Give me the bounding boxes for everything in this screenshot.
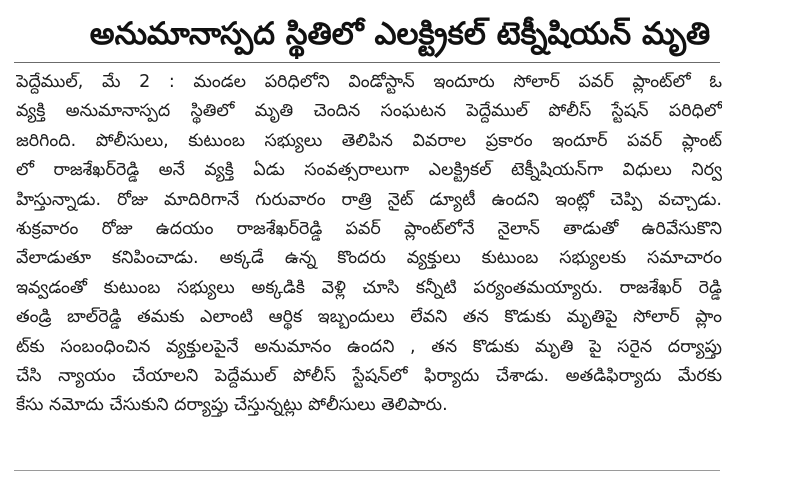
headline: అనుమానాస్పద స్థితిలో ఎలక్ట్రికల్ టెక్నీషియన్ మృతి <box>89 16 711 52</box>
article-line: హిస్తున్నాడు. రోజు మాదిరిగానే గురువారం రాత్రి నైట్ డ్యూటీ ఉందని ఇంట్లో చెప్పి వచ్చాడు. <box>16 189 722 210</box>
article-line: తండ్రి బాల్‌రెడ్డి తమకు ఎలాంటి ఆర్థిక ఇబ్బందులు లేవని తన కొడుకు మృతిపై సోలార్ ప్లాం <box>16 307 722 328</box>
article-line: చేసి న్యాయం చేయాలని పెద్దేముల్ పోలీస్ స్టేషన్‌లో ఫిర్యాదు చేశాడు. అతడిఫిర్యాదు మేరకు <box>16 365 722 386</box>
article-line: జరిగింది. పోలీసులు, కుటుంబ సభ్యులు తెలిపిన వివరాల ప్రకారం ఇందూర్ పవర్ ప్లాంట్ <box>16 130 722 151</box>
article-line: పెద్దేముల్, మే 2 : మండల పరిధిలోని విండోస్టాన్ ఇందూరు సోలార్ పవర్ ప్లాంట్‌లో ఓ <box>16 72 722 92</box>
article-line: ఇవ్వడంతో కుటుంబ సభ్యులు అక్కడికి వెళ్లి చూసి కన్నీటి పర్యంతమయ్యారు. రాజశేఖర్ రెడ్డి <box>16 277 722 298</box>
article-line: కేసు నమోదు చేసుకుని దర్యాప్తు చేస్తున్నట్లు పోలీసులు తెలిపారు. <box>16 395 448 416</box>
article-line: శుక్రవారం రోజు ఉదయం రాజశేఖర్‌రెడ్డి పవర్ ప్లాంట్‌లోనే నైలాన్ తాడుతో ఉరివేసుకొని <box>16 218 722 239</box>
article-line: ట్‌కు సంబంధించిన వ్యక్తులపైనే అనుమానం ఉందని , తన కొడుకు మృతి పై సరైన దర్యాప్తు <box>16 336 722 357</box>
article-line: లో రాజశేఖర్‌రెడ్డి అనే వ్యక్తి ఏడు సంవత్సరాలుగా ఎలక్ట్రికల్ టెక్నీషియన్‌గా విధులు నిర్వ <box>16 160 722 181</box>
headline-divider <box>14 62 720 63</box>
article-body <box>16 68 722 421</box>
footer-divider <box>14 470 720 471</box>
article-line: వ్యక్తి అనుమానాస్పద స్థితిలో మృతి చెందిన సంఘటన పెద్దేముల్ పోలీస్ స్టేషన్ పరిధిలో <box>16 101 722 122</box>
article-line: వేలాడుతూ కనిపించాడు. అక్కడే ఉన్న కొందరు వ్యక్తులు కుటుంబ సభ్యులకు సమాచారం <box>16 248 722 269</box>
